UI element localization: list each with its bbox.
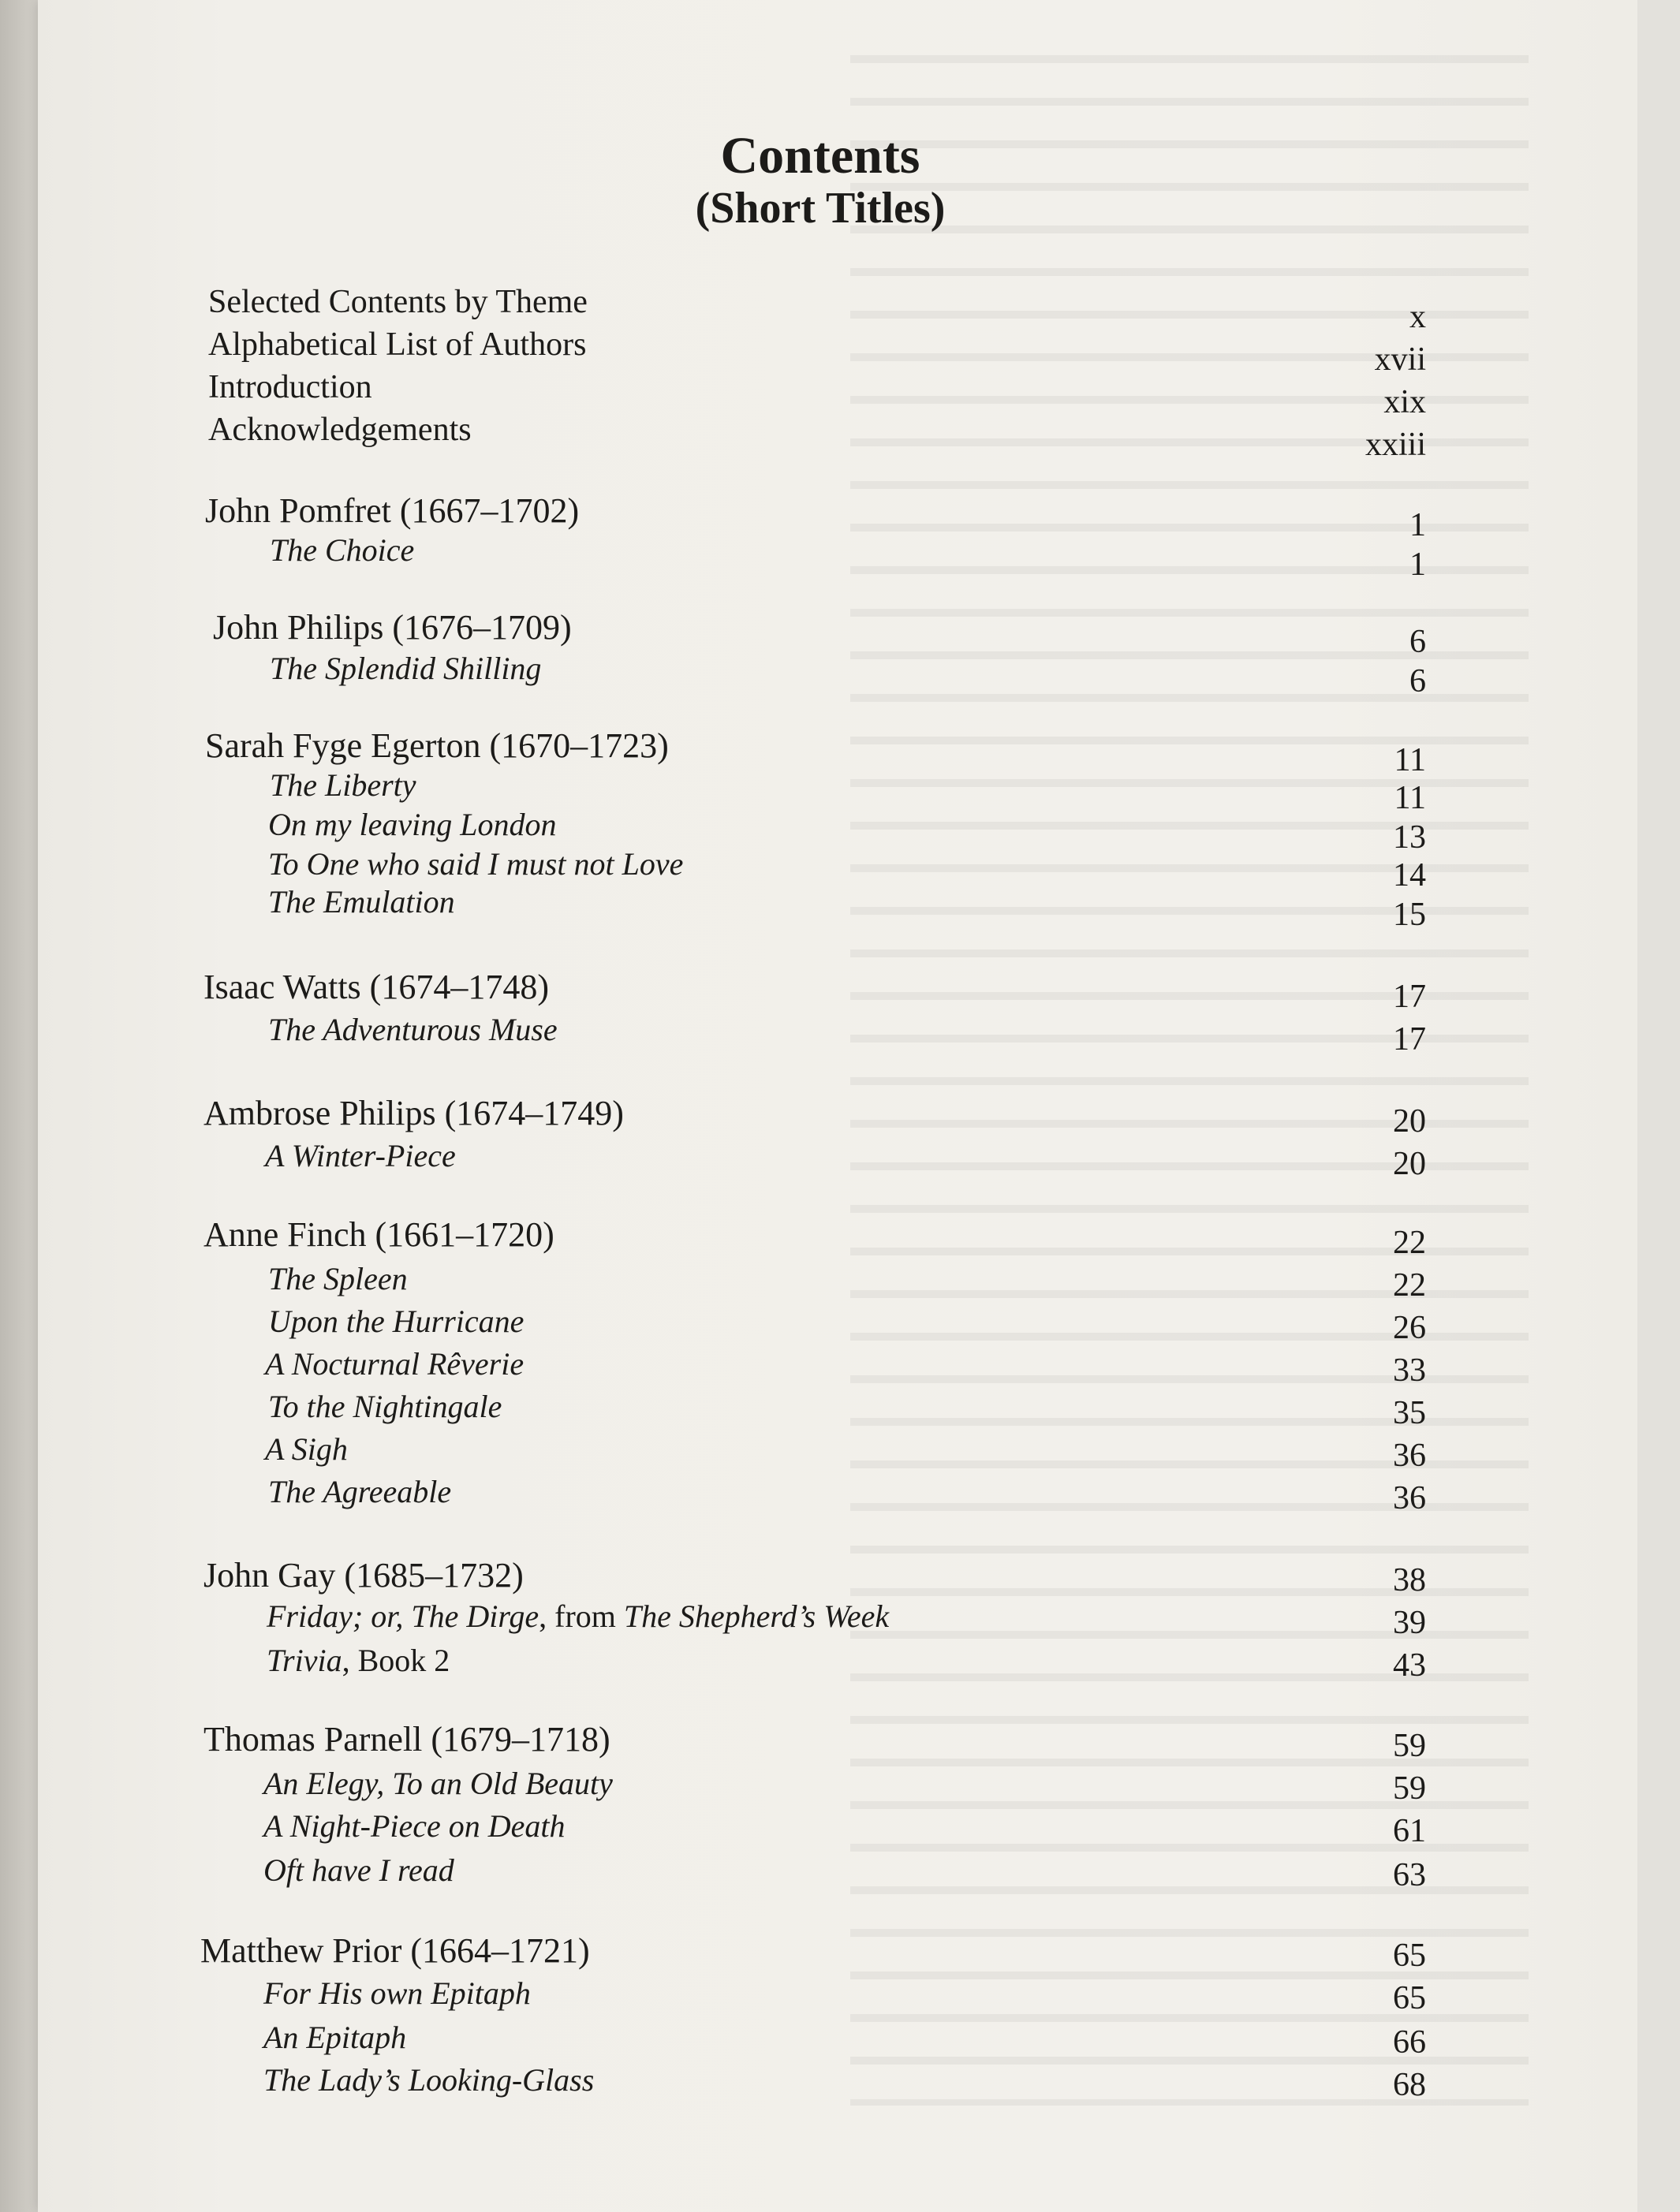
toc-page-number: 36 (1393, 1480, 1426, 1516)
toc-page-number: 20 (1393, 1146, 1426, 1182)
toc-work: The Splendid Shilling (270, 651, 542, 686)
toc-page-number: 6 (1409, 663, 1426, 699)
page-subtitle: (Short Titles) (695, 184, 946, 233)
toc-page-number: 26 (1393, 1310, 1426, 1346)
toc-work-title: Trivia (267, 1643, 342, 1678)
toc-page-number: 36 (1393, 1438, 1426, 1474)
toc-work: A Night-Piece on Death (263, 1808, 566, 1844)
toc-front-item: Selected Contents by Theme (208, 284, 588, 320)
toc-page-number: 1 (1409, 546, 1426, 583)
toc-front-item: Alphabetical List of Authors (208, 326, 587, 363)
toc-author: Ambrose Philips (1674–1749) (203, 1094, 624, 1132)
toc-page-number: 20 (1393, 1103, 1426, 1140)
toc-page-number: xvii (1374, 341, 1426, 378)
toc-page-number: 17 (1393, 1021, 1426, 1058)
toc-page-number: 38 (1393, 1562, 1426, 1598)
toc-page-number: 65 (1393, 1938, 1426, 1974)
toc-work: The Emulation (268, 884, 455, 919)
toc-page-number: 61 (1393, 1813, 1426, 1849)
toc-page-number: 35 (1393, 1395, 1426, 1431)
toc-page-number: 11 (1394, 780, 1426, 816)
toc-work (267, 1645, 450, 1677)
toc-work: For His own Epitaph (263, 1975, 531, 2011)
toc-page-number: 15 (1393, 897, 1426, 933)
toc-author: Isaac Watts (1674–1748) (203, 968, 549, 1006)
toc-page-number: 66 (1393, 2024, 1426, 2061)
toc-page-number: 59 (1393, 1728, 1426, 1764)
toc-work: The Liberty (270, 767, 416, 803)
toc-work: A Sigh (265, 1431, 348, 1467)
toc-work: The Agreeable (268, 1474, 452, 1509)
toc-page-number: 1 (1409, 507, 1426, 543)
toc-front-item: Introduction (208, 369, 372, 405)
toc-author: John Philips (1676–1709) (213, 608, 572, 647)
toc-work: An Epitaph (263, 2020, 407, 2055)
toc-page-number: 63 (1393, 1857, 1426, 1893)
toc-page-number: 59 (1393, 1770, 1426, 1807)
toc-page-number: 17 (1393, 979, 1426, 1015)
toc-page-number: 11 (1394, 742, 1426, 778)
toc-page-number: 43 (1393, 1647, 1426, 1684)
toc-author: Matthew Prior (1664–1721) (200, 1931, 590, 1970)
toc-page-number: 65 (1393, 1980, 1426, 2016)
toc-work: The Lady’s Looking-Glass (263, 2062, 595, 2098)
toc-page-number: 13 (1393, 819, 1426, 856)
toc-work: The Spleen (268, 1261, 408, 1296)
toc-page-number: 39 (1393, 1605, 1426, 1641)
toc-author: Anne Finch (1661–1720) (203, 1215, 554, 1254)
toc-author: John Gay (1685–1732) (203, 1556, 524, 1595)
toc-author: John Pomfret (1667–1702) (205, 491, 580, 530)
toc-front-item: Acknowledgements (208, 412, 472, 448)
toc-work: The Choice (270, 532, 415, 568)
toc-page-number: 14 (1393, 857, 1426, 893)
toc-work-connector: , from (539, 1598, 624, 1634)
toc-work: A Nocturnal Rêverie (265, 1346, 525, 1382)
toc-page-number: 6 (1409, 624, 1426, 660)
toc-work-connector: , Book 2 (342, 1643, 450, 1678)
toc-page-number: 33 (1393, 1352, 1426, 1389)
toc-work: To the Nightingale (268, 1389, 502, 1424)
toc-page-number: xxiii (1365, 427, 1426, 463)
toc-work: The Adventurous Muse (268, 1012, 558, 1047)
toc-work: A Winter-Piece (265, 1138, 456, 1173)
toc-work: To One who said I must not Love (268, 846, 684, 882)
toc-page-number: xix (1383, 384, 1426, 420)
toc-author: Sarah Fyge Egerton (1670–1723) (205, 726, 669, 765)
toc-work (267, 1598, 890, 1634)
toc-page-number: x (1409, 299, 1426, 335)
background-surface (1637, 0, 1680, 2212)
toc-author: Thomas Parnell (1679–1718) (203, 1720, 610, 1759)
toc-page-number: 22 (1393, 1267, 1426, 1304)
toc-work: On my leaving London (268, 807, 557, 842)
toc-work: Oft have I read (263, 1852, 454, 1888)
toc-work-title: Friday; or, The Dirge (267, 1598, 539, 1634)
toc-page-number: 68 (1393, 2067, 1426, 2103)
toc-page-number: 22 (1393, 1225, 1426, 1261)
toc-work: Upon the Hurricane (268, 1304, 525, 1339)
toc-work: An Elegy, To an Old Beauty (263, 1766, 613, 1801)
show-through-text (850, 24, 1529, 2106)
toc-work-source: The Shepherd’s Week (623, 1598, 890, 1634)
page-title: Contents (720, 127, 920, 185)
